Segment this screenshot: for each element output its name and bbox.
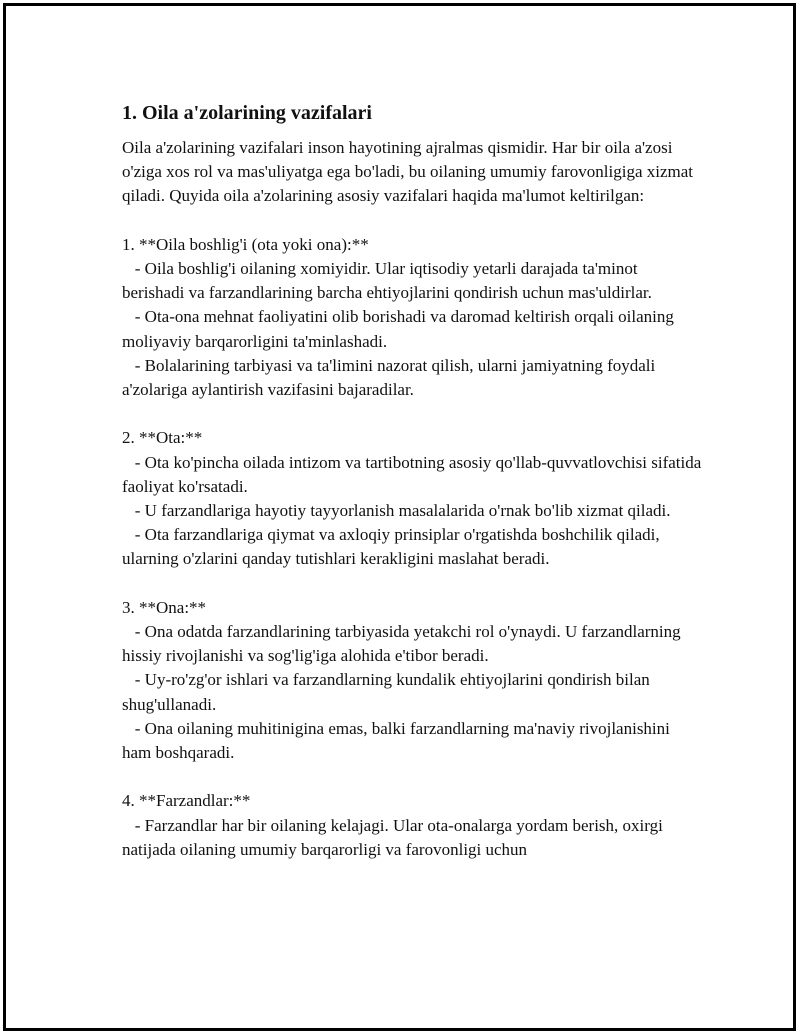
bullet-item: - Ota-ona mehnat faoliyatini olib borishadi va daromad keltirish orqali oilaning moliyaviy barqarorligini ta'minlashadi. <box>122 307 679 351</box>
bullet-item: - U farzandlariga hayotiy tayyorlanish masalalarida o'rnak bo'lib xizmat qiladi. <box>122 501 671 521</box>
section-heading: 4. **Farzandlar:** <box>122 791 251 811</box>
bullet-item: - Ona oilaning muhitinigina emas, balki farzandlarning ma'naviy rivojlanishini ham boshqaradi. <box>122 718 675 763</box>
bullet-item: - Ota ko'pincha oilada intizom va tartibotning asosiy qo'llab-quvvatlovchisi sifatida faoliyat ko'rsatadi. <box>122 452 706 496</box>
intro-paragraph: Oila a'zolarining vazifalari inson hayotining ajralmas qismidir. Har bir oila a'zosi o'ziga xos rol va mas'uliyatga ega bo'ladi, bu oilaning umumiy farovonligiga xizmat qiladi. Quyida oila a'zolarining asosiy vazifalari haqida ma'lumot keltirilgan: <box>122 138 694 206</box>
document-title: 1. Oila a'zolarining vazifalari <box>122 102 372 124</box>
section-heading: 2. **Ota:** <box>122 428 203 448</box>
section-heading: 3. **Ona:** <box>122 597 207 617</box>
bullet-item: - Ota farzandlariga qiymat va axloqiy prinsiplar o'rgatishda boshchilik qiladi, ularning o'zlarini qanday tutishlari kerakligini maslahat beradi. <box>122 525 664 569</box>
section-mother <box>122 596 702 765</box>
bullet-item: - Farzandlar har bir oilaning kelajagi. Ular ota-onalarga yordam berish, oxirgi natijada oilaning umumiy barqarorligi va farovonligi uchun <box>122 815 668 859</box>
bullet-item: - Oila boshlig'i oilaning xomiyidir. Ular iqtisodiy yetarli darajada ta'minot berishadi va farzandlarining barcha ehtiyojlarini qondirish uchun mas'uldirlar. <box>122 259 652 303</box>
section-heading: 1. **Oila boshlig'i (ota yoki ona):** <box>122 234 369 254</box>
page-frame <box>3 3 796 1031</box>
bullet-item: - Ona odatda farzandlarining tarbiyasida yetakchi rol o'ynaydi. U farzandlarning hissiy rivojlanishi va sog'lig'iga alohida e'tibor beradi. <box>122 622 685 666</box>
section-father <box>122 426 706 571</box>
section-family-head <box>122 233 702 402</box>
bullet-item: - Bolalarining tarbiyasi va ta'limini nazorat qilish, ularni jamiyatning foydali a'zolariga aylantirish vazifasini bajaradilar. <box>122 355 660 400</box>
section-children <box>122 789 702 862</box>
bullet-item: - Uy-ro'zg'or ishlari va farzandlarning kundalik ehtiyojlarini qondirish bilan shug'ullanadi. <box>122 670 655 714</box>
document-body <box>122 98 706 862</box>
